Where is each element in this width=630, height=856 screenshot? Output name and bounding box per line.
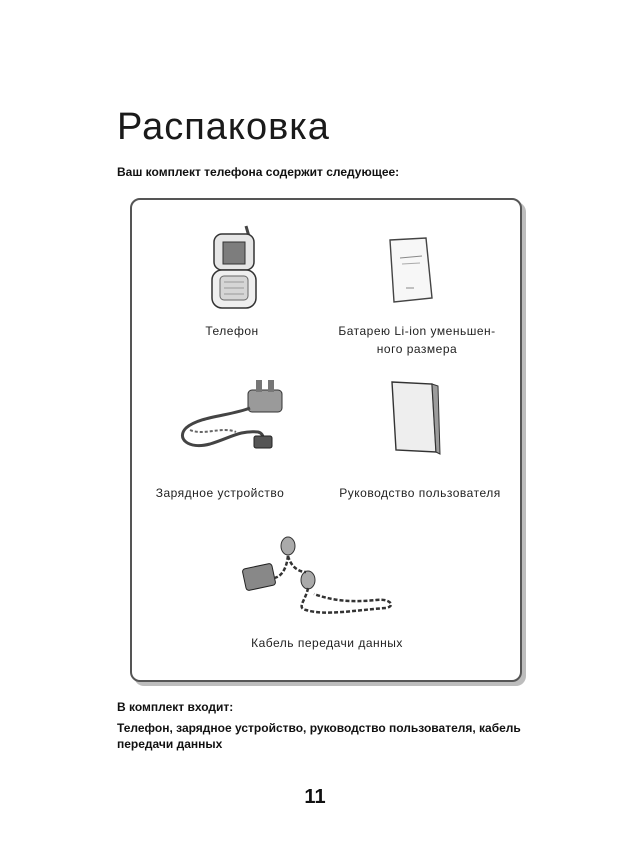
package-contents-box (130, 198, 522, 682)
item-label-battery-line2: ного размера (376, 342, 458, 356)
item-label-charger: Зарядное устройство (155, 486, 285, 500)
item-label-data-cable: Кабель передачи данных (251, 636, 403, 650)
item-label-battery-line1: Батарею Li-ion уменьшен- (338, 324, 496, 338)
battery-illustration (376, 236, 436, 306)
charger-illustration (170, 380, 288, 460)
item-label-manual: Руководство пользователя (339, 486, 501, 500)
page-title: Распаковка (117, 106, 330, 148)
data-cable-illustration (236, 536, 396, 618)
manual-illustration (384, 378, 444, 458)
page-number: 11 (304, 786, 326, 808)
item-label-phone: Телефон (205, 324, 259, 338)
phone-illustration (206, 224, 262, 312)
includes-text: Телефон, зарядное устройство, руководство пользователя, кабель передачи данных (117, 721, 521, 751)
includes-heading: В комплект входит: (117, 700, 234, 714)
intro-text: Ваш комплект телефона содержит следующее: (117, 165, 400, 179)
